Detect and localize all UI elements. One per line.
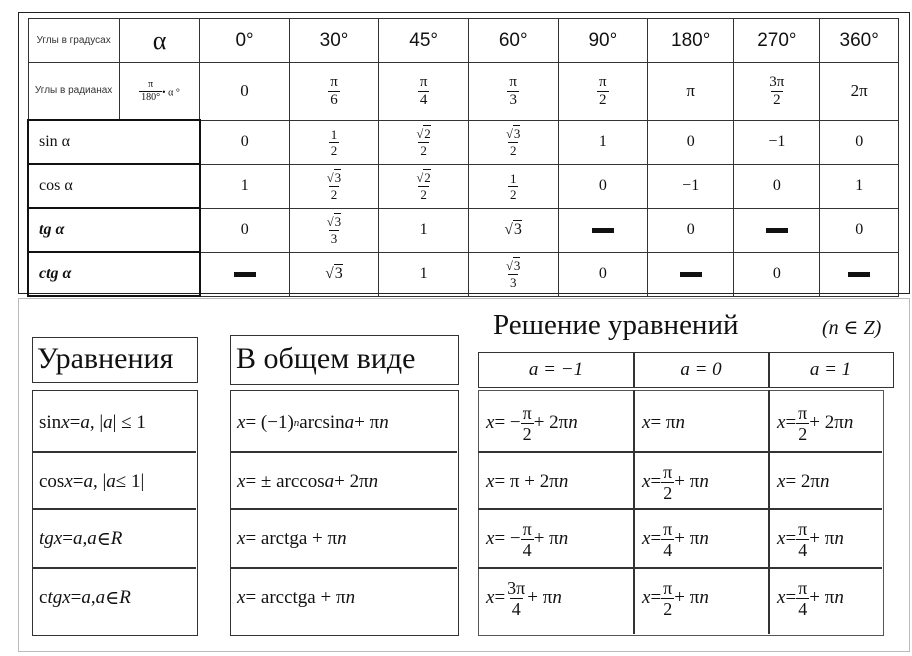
value-ctg-0 [200,252,289,296]
equation-1: cos x = a , | a ≤ 1| [39,471,145,492]
conversion-formula: $\frac{\pi}{180^\circ}$ • α ° [119,63,200,121]
value-ctg-7 [820,252,899,296]
row-separator-3-0 [32,567,196,569]
row-separator-3-1 [230,567,457,569]
case-solution-3-1: x = $\frac{\pi}{2}$ + π n [642,577,709,619]
value-sin-4: 1 [558,120,648,164]
rad-30: $\frac{\pi}{6}$ [289,63,379,121]
value-ctg-4: 0 [558,252,648,296]
case-solution-2-0: x = − $\frac{\pi}{4}$ + π n [486,518,569,560]
equation-2: tgx = a , a ∈ R [39,528,123,550]
function-name-sin: sin α [28,120,200,164]
function-row-cos [28,164,899,208]
function-name-cos: cos α [28,164,200,208]
value-ctg-1: √3 [289,252,379,296]
equations-header-box [32,337,198,383]
degrees-label: Углы в градусах [28,19,119,63]
value-sin-0: 0 [200,120,289,164]
value-sin-1: $\frac{1}{2}$ [289,120,379,164]
row-separator-1-1 [230,451,457,453]
case-column-divider-1 [768,390,770,634]
equation-solutions-panel [18,298,910,652]
case-column-divider-0 [633,390,635,634]
value-cos-2: $\frac{√2}{2}$ [379,164,469,208]
equations-header: Уравнения [37,342,174,375]
case-solution-1-1: x = $\frac{\pi}{2}$ + π n [642,461,709,503]
value-tg-1: $\frac{√3}{3}$ [289,208,379,252]
case-solution-1-2: x = 2π n [777,471,830,492]
radians-label: Углы в радианах [28,63,119,121]
general-solution-1: x = ± arccos a + 2π n [237,471,379,492]
value-tg-2: 1 [379,208,469,252]
deg-0: 0° [200,19,289,63]
case-solution-2-2: x = $\frac{\pi}{4}$ + π n [777,518,844,560]
row-separator-1-0 [32,451,196,453]
case-header-a-minus-1: a = −1 [528,359,584,380]
row-separator-2-2 [478,508,882,510]
deg-360: 360° [820,19,899,63]
solutions-title: Решение уравнений [493,309,739,341]
case-solution-1-0: x = π + 2π n [486,471,569,492]
case-solution-3-0: x = $\frac{3\pi}{4}$ + π n [486,577,562,619]
function-row-ctg [28,252,899,296]
general-header: В общем виде [236,342,416,375]
value-ctg-6: 0 [734,252,820,296]
deg-60: 60° [468,19,558,63]
rad-180: π [648,63,734,121]
equation-0: sin x = a , | a | ≤ 1 [39,412,146,433]
value-cos-7: 1 [820,164,899,208]
value-sin-5: 0 [648,120,734,164]
rad-90: $\frac{\pi}{2}$ [558,63,648,121]
value-tg-7: 0 [820,208,899,252]
value-cos-5: −1 [648,164,734,208]
value-ctg-5 [648,252,734,296]
case-solution-0-1: x = π n [642,412,685,433]
undefined-dash [680,272,702,277]
case-solution-0-2: x = $\frac{\pi}{2}$ + 2π n [777,402,854,444]
row-separator-3-2 [478,567,882,569]
radians-row [28,63,899,121]
general-solution-0: x = (−1) n arcsin a + π n [237,412,389,433]
function-row-tg [28,208,899,252]
case-header-a-1: a = 1 [809,359,852,380]
row-separator-2-0 [32,508,196,510]
function-name-ctg: ctg α [28,252,200,296]
value-cos-4: 0 [558,164,648,208]
rad-45: $\frac{\pi}{4}$ [379,63,469,121]
value-tg-4 [558,208,648,252]
alpha-symbol: α [119,19,200,63]
general-solution-2: x = arctga + π n [237,528,347,549]
value-ctg-2: 1 [379,252,469,296]
value-cos-6: 0 [734,164,820,208]
degrees-row [28,19,899,63]
rad-270: $\frac{3\pi}{2}$ [734,63,820,121]
value-sin-6: −1 [734,120,820,164]
value-tg-0: 0 [200,208,289,252]
undefined-dash [848,272,870,277]
value-ctg-3: $\frac{√3}{3}$ [468,252,558,296]
value-cos-0: 1 [200,164,289,208]
deg-45: 45° [379,19,469,63]
row-separator-2-1 [230,508,457,510]
undefined-dash [766,228,788,233]
trig-values-table [18,12,910,294]
value-cos-3: $\frac{1}{2}$ [468,164,558,208]
rad-360: 2π [820,63,899,121]
value-tg-3: √3 [468,208,558,252]
value-sin-7: 0 [820,120,899,164]
solutions-condition: (n ∈ Z) [822,317,882,339]
equation-3: c tgx = a , a ∈ R [39,587,131,609]
function-row-sin [28,120,899,164]
function-name-tg: tg α [28,208,200,252]
deg-270: 270° [734,19,820,63]
rad-60: $\frac{\pi}{3}$ [468,63,558,121]
row-separator-1-2 [478,451,882,453]
value-sin-3: $\frac{√3}{2}$ [468,120,558,164]
value-tg-5: 0 [648,208,734,252]
rad-0: 0 [200,63,289,121]
deg-180: 180° [648,19,734,63]
general-solution-3: x = arcctga + π n [237,587,356,608]
case-solution-3-2: x = $\frac{\pi}{4}$ + π n [777,577,844,619]
value-cos-1: $\frac{√3}{2}$ [289,164,379,208]
case-header-a-0: a = 0 [680,359,722,380]
case-solution-0-0: x = − $\frac{\pi}{2}$ + 2π n [486,402,578,444]
deg-90: 90° [558,19,648,63]
trig-table-grid [27,18,899,297]
general-header-box [230,335,459,385]
value-tg-6 [734,208,820,252]
undefined-dash [592,228,614,233]
deg-30: 30° [289,19,379,63]
undefined-dash [234,272,256,277]
case-solution-2-1: x = $\frac{\pi}{4}$ + π n [642,518,709,560]
value-sin-2: $\frac{√2}{2}$ [379,120,469,164]
